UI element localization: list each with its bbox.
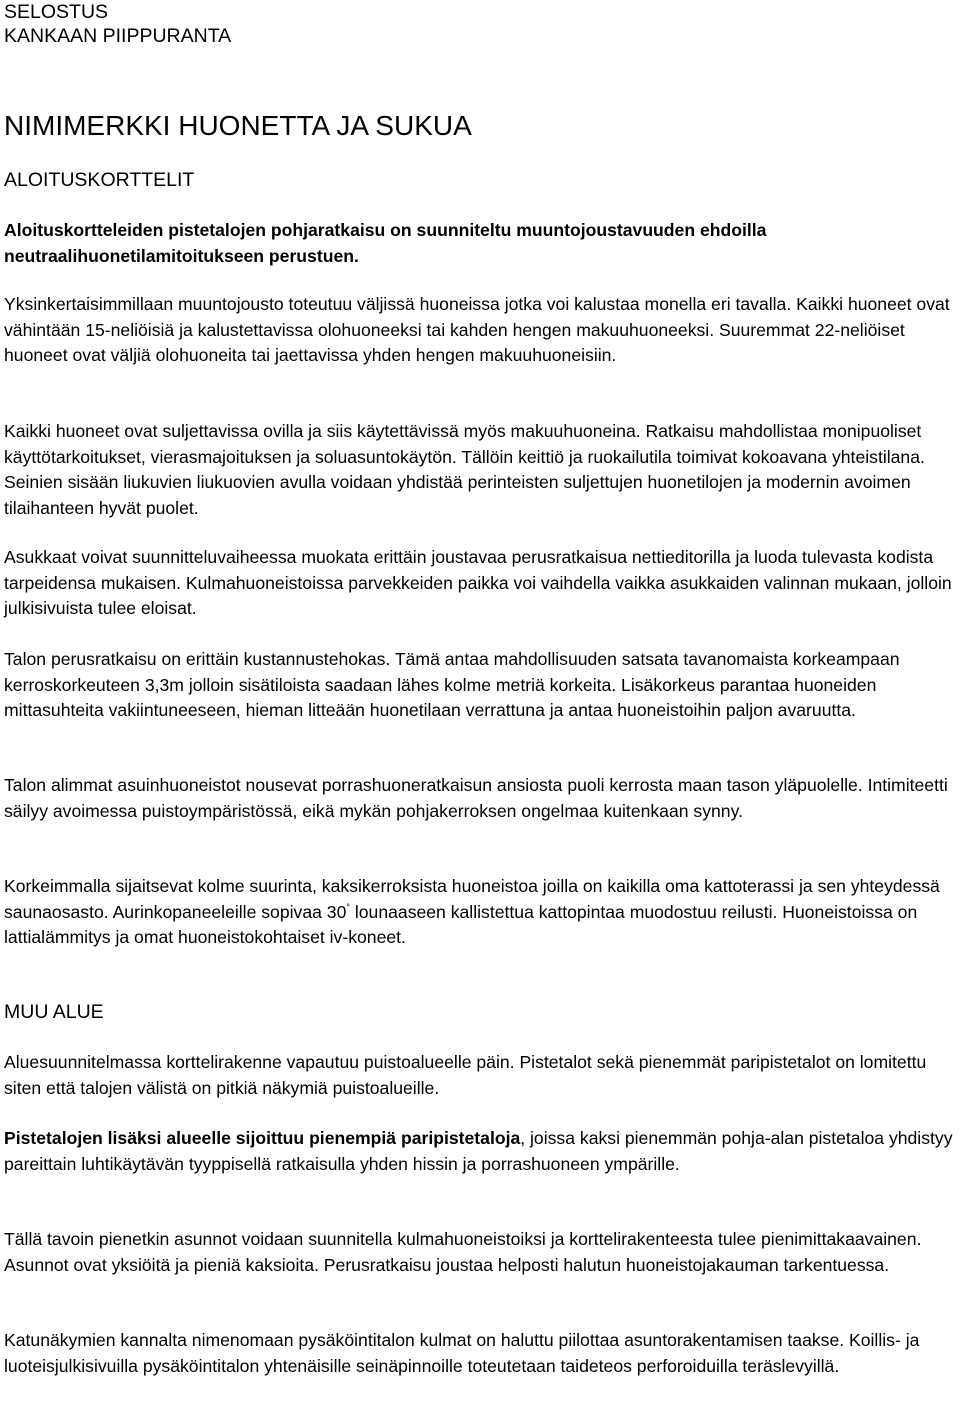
paragraph-parking-house: Katunäkymien kannalta nimenomaan pysäköintitalon kulmat on haluttu piilottaa asuntorakentamisen taakse. Koillis- ja luoteisjulkisivuilla pysäköintitalon yhtenäisille seinäpinnoille toteutetaan taideteos perforoiduilla teräslevyillä. [4,1330,920,1376]
page-title: NIMIMERKKI HUONETTA JA SUKUA [4,110,472,141]
document-type-label: SELOSTUS [4,1,109,23]
top-apartments-text-end: lounaaseen kallistettua kattopintaa muodostuu reilusti. Huoneistoissa on lattialämmitys ja omat huoneistokohtaiset iv-koneet. [4,901,918,947]
degree-symbol: ° [346,901,350,912]
paragraph-small-apartments: Tällä tavoin pienetkin asunnot voidaan suunnitella kulmahuoneistoiksi ja korttelirakenteesta tulee pienimittakaavainen. Asunnot ovat yksiöitä ja pieniä kaksioita. Perusratkaisu joustaa helposti halutun huoneistojakauman tarkentuessa. [4,1229,922,1275]
twin-point-houses-bold-text: Pistetalojen lisäksi alueelle sijoittuu pienempiä paripistetaloja [4,1128,521,1148]
project-name-label: KANKAAN PIIPPURANTA [4,25,232,47]
paragraph-cost-efficiency: Talon perusratkaisu on erittäin kustannustehokas. Tämä antaa mahdollisuuden satsata tavanomaista korkeampaan kerroskorkeuteen 3,3m jolloin sisätiloista saadaan lähes kolme metriä korkeita. Lisäkorkeus parantaa huoneiden mittasuhteita vakiintuneeseen, hieman litteään huonetilaan verrattuna ja antaa huoneistoihin paljon avaruutta. [4,649,900,720]
paragraph-flexibility: Yksinkertaisimmillaan muuntojousto toteutuu väljissä huoneissa jotka voi kalustaa monella eri tavalla. Kaikki huoneet ovat vähintään 15-neliöisiä ja kalustettavissa olohuoneeksi tai kahden hengen makuuhuoneeksi. Suuremmat 22-neliöiset huoneet ovat väljiä olohuoneita tai jaettavissa yhden hengen makuuhuoneisiin. [4,294,950,365]
section-heading-muu-alue: MUU ALUE [4,1001,104,1023]
intro-bold-text: Aloituskortteleiden pistetalojen pohjaratkaisu on suunniteltu muuntojoustavuuden ehdoilla neutraalihuonetilamitoitukseen perustuen. [4,220,767,266]
paragraph-lowest-apartments: Talon alimmat asuinhuoneistot nousevat porrashuoneratkaisun ansiosta puoli kerrosta maan tason yläpuolelle. Intimiteetti säilyy avoimessa puistoympäristössä, eikä mykän pohjakerroksen ongelmaa kuitenkaan synny. [4,775,948,821]
paragraph-editor: Asukkaat voivat suunnitteluvaiheessa muokata erittäin joustavaa perusratkaisua nettieditorilla ja luoda tulevasta kodista tarpeidensa mukaisen. Kulmahuoneistoissa parvekkeiden paikka voi vaihdella vaikka asukkaiden valinnan mukaan, jolloin julkisivuista tulee eloisat. [4,547,952,618]
paragraph-top-apartments [4,874,960,951]
paragraph-twin-point-houses [4,1126,960,1177]
top-apartments-text-start: Korkeimmalla sijaitsevat kolme suurinta, kaksikerroksista huoneistoa joilla on kaikilla oma kattoterassi ja sen yhteydessä saunaosasto. Aurinkopaneeleille sopivaa 30 [4,876,940,922]
paragraph-closable-rooms: Kaikki huoneet ovat suljettavissa ovilla ja siis käytettävissä myös makuuhuoneina. Ratkaisu mahdollistaa monipuoliset käyttötarkoitukset, vierasmajoituksen ja soluasuntokäytön. Tällöin keittiö ja ruokailutila toimivat kokoavana yhteistilana. Seinien sisään liukuvien liukuovien avulla voidaan yhdistää perinteisten suljettujen huonetilojen ja modernin avoimen tilaihanteen hyvät puolet. [4,421,925,518]
section-heading-aloituskorttelit: ALOITUSKORTTELIT [4,169,195,191]
intro-paragraph [4,218,960,269]
paragraph-block-structure: Aluesuunnitelmassa korttelirakenne vapautuu puistoalueelle päin. Pistetalot sekä pienemmät paripistetalot on lomitettu siten että talojen välistä on pitkiä näkymiä puistoalueille. [4,1052,927,1098]
twin-point-houses-rest-text: , joissa kaksi pienemmän pohja-alan pistetaloa yhdistyy pareittain luhtikäytävän tyyppisellä ratkaisulla yhden hissin ja porrashuoneen ympärille. [4,1128,953,1174]
